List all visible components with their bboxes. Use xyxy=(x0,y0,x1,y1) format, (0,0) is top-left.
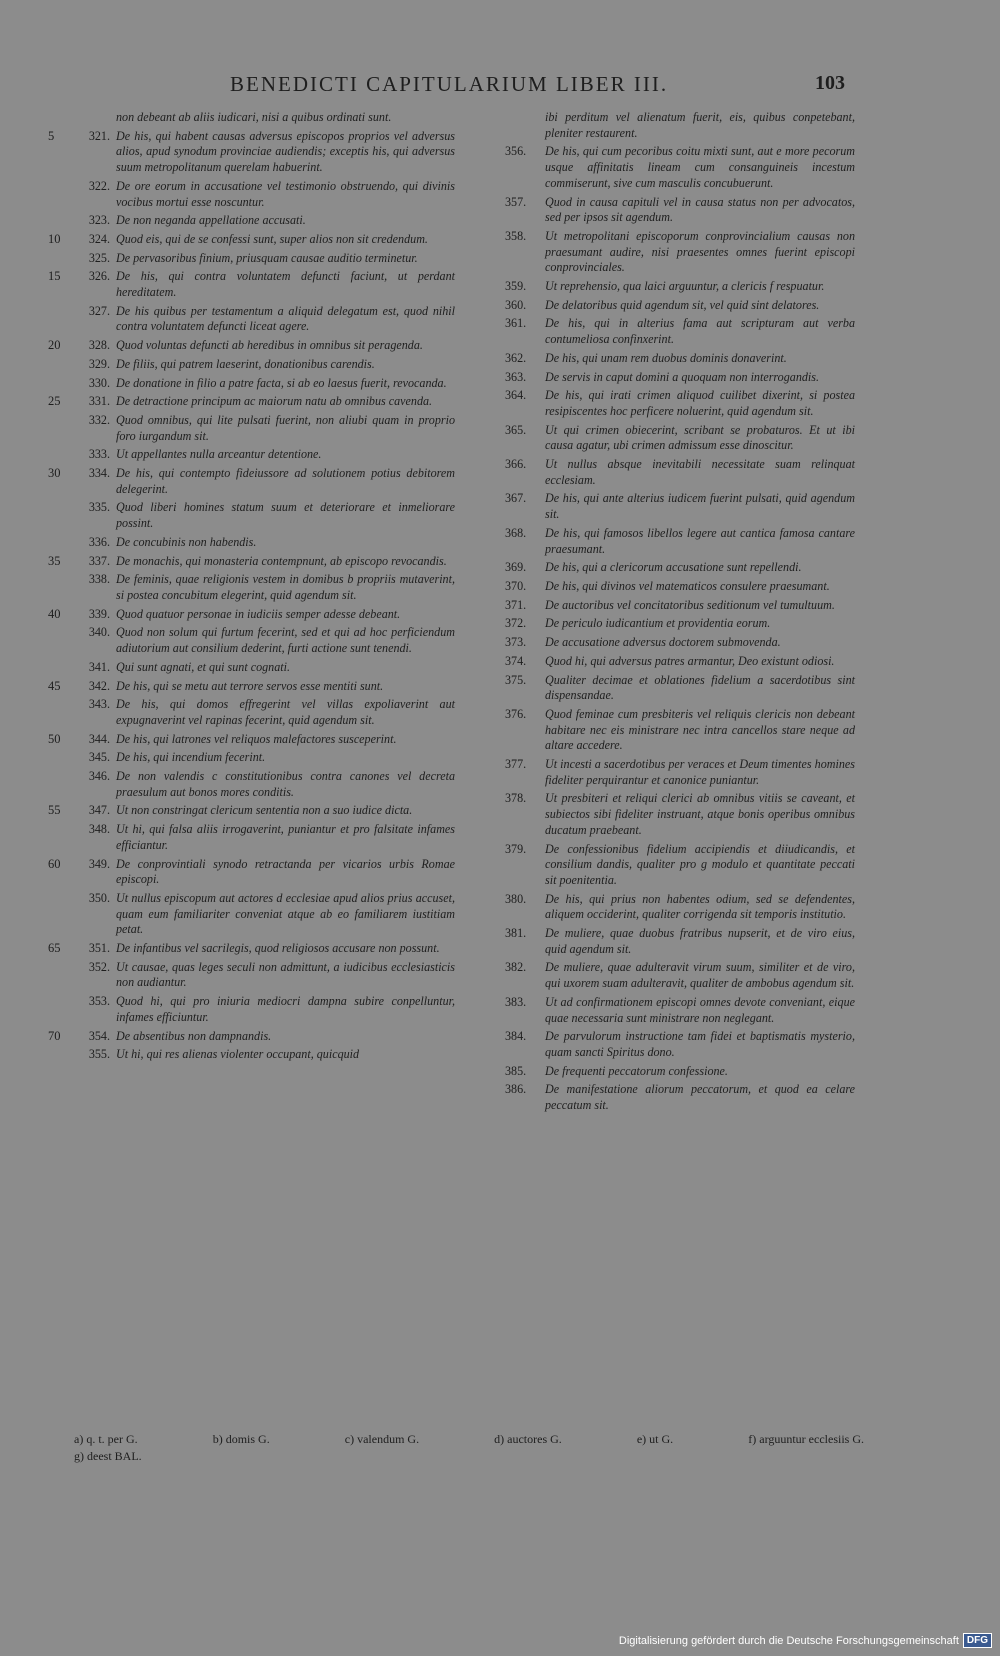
entry xyxy=(50,660,455,676)
entry xyxy=(50,857,455,888)
entry-text: Ut causae, quas leges seculi non admittunt, a iudicibus ecclesiasticis non audiantur. xyxy=(116,959,455,990)
entry-number: 363. xyxy=(505,369,527,384)
entry-number: 334. xyxy=(88,466,110,481)
entry-text: Ut hi, qui falsa aliis irrogaverint, puniantur et pro falsitate infames efficiantur. xyxy=(116,822,455,852)
running-header: BENEDICTI CAPITULARIUM LIBER III. xyxy=(230,72,669,96)
entry xyxy=(505,842,855,889)
entry xyxy=(50,535,455,551)
line-number: 15 xyxy=(48,269,61,284)
footnote: f) arguuntur ecclesiis G. xyxy=(748,1432,864,1446)
entry xyxy=(505,1029,855,1060)
entry-number: 345. xyxy=(88,750,110,765)
entry-text: De concubinis non habendis. xyxy=(116,534,257,549)
entry-text: non debeant ab aliis iudicari, nisi a quibus ordinati sunt. xyxy=(116,110,392,124)
entry-number: 343. xyxy=(88,697,110,712)
entry xyxy=(50,447,455,463)
entry-text: Qui sunt agnati, et qui sunt cognati. xyxy=(116,659,291,674)
entry-text: Qualiter decimae et oblationes fidelium a sacerdotibus sint dispensandae. xyxy=(545,672,855,703)
entry-text: Ut hi, qui res alienas violenter occupant, quicquid xyxy=(116,1047,360,1062)
entry xyxy=(505,144,855,191)
entry xyxy=(505,457,855,488)
entry-text: De filiis, qui patrem laeserint, donationibus carendis. xyxy=(116,356,375,371)
credit-text: Digitalisierung gefördert durch die Deutsche Forschungsgemeinschaft xyxy=(618,1634,959,1647)
entry-number: 328. xyxy=(88,338,110,353)
entry-number: 354. xyxy=(88,1028,110,1043)
entry-text: De his, qui domos effregerint vel villas expoliaverint aut expugnaverint vel rapinas fecerint, quid agendum sit. xyxy=(116,697,455,727)
entry-number: 348. xyxy=(88,822,110,837)
entry-number: 364. xyxy=(505,388,527,403)
entry-text: De his, qui habent causas adversus episcopos proprios vel adversus alios, apud synodum provinciae audiendis; exceptis his, qui adversus suum metropolitanum querelam habuerint. xyxy=(116,128,455,175)
entry-text: Quod quatuor personae in iudiciis semper adesse debeant. xyxy=(116,606,401,621)
entry-number: 378. xyxy=(505,791,527,806)
entry-number: 323. xyxy=(88,213,110,228)
footnote: b) domis G. xyxy=(212,1432,270,1446)
entry xyxy=(50,466,455,497)
entry xyxy=(50,960,455,991)
entry xyxy=(50,750,455,766)
entry-text: Quod eis, qui de se confessi sunt, super alios non sit credendum. xyxy=(116,231,428,246)
entry xyxy=(505,279,855,295)
entry-number: 376. xyxy=(505,706,527,721)
entry-number: 369. xyxy=(505,560,527,575)
entry xyxy=(50,413,455,444)
entry-text: De ore eorum in accusatione vel testimonio obstruendo, qui divinis vocibus mortui esse noscuntur. xyxy=(116,178,455,209)
entry-text: Quod omnibus, qui lite pulsati fuerint, non aliubi quam in proprio foro iurgandum sit. xyxy=(116,412,455,443)
entry-number: 375. xyxy=(505,672,527,687)
entry-number: 358. xyxy=(505,228,527,243)
entry-text: Ut nullus episcopum aut actores d ecclesiae apud alios prius accuset, quam eum familiariter conveniat atque ab eo familiarem iustitiam petat. xyxy=(116,890,455,937)
entry-number: 337. xyxy=(88,553,110,568)
entry xyxy=(50,941,455,957)
entry-number: 352. xyxy=(88,959,110,974)
entry-text: De his, qui cum pecoribus coitu mixti sunt, aut e more pecorum usque affinitatis lineam cum consanguineis incestum commiserunt, sive cum masculis concubuerunt. xyxy=(545,144,855,190)
line-number: 5 xyxy=(48,128,55,143)
entry-text: De donatione in filio a patre facta, si ab eo laesus fuerit, revocanda. xyxy=(116,375,447,390)
entry-text: Quod hi, qui adversus patres armantur, Deo existunt odiosi. xyxy=(545,653,835,668)
entry-number: 325. xyxy=(88,250,110,265)
entry-text: De infantibus vel sacrilegis, quod religiosos accusare non possunt. xyxy=(116,941,440,956)
entry-number: 321. xyxy=(88,128,110,143)
entry-text: Ut ad confirmationem episcopi omnes devote conveniant, eique quae necessaria sunt ministrare non neglegant. xyxy=(545,994,855,1025)
entry-number: 349. xyxy=(88,856,110,871)
entry xyxy=(50,554,455,570)
entry-text: De periculo iudicantium et providentia eorum. xyxy=(545,616,771,631)
entry-text: Ut nullus absque inevitabili necessitate suam relinquat ecclesiam. xyxy=(545,457,855,487)
entry xyxy=(50,679,455,695)
left-column xyxy=(50,110,455,1066)
entry xyxy=(505,757,855,788)
entry xyxy=(50,179,455,210)
entry-text: De his, qui incendium fecerint. xyxy=(116,750,266,765)
entry-text: De muliere, quae adulteravit virum suum, similiter et de viro, qui uxorem suam adulteravit, qualiter de ambobus agendum sit. xyxy=(545,960,855,991)
entry-number: 347. xyxy=(88,803,110,818)
entry-number: 365. xyxy=(505,422,527,437)
entry-text: De auctoribus vel concitatoribus seditionum vel tumultuum. xyxy=(545,597,835,612)
entry xyxy=(505,195,855,226)
entry-text: De monachis, qui monasteria contempnunt, ab episcopo revocandis. xyxy=(116,553,447,568)
line-number: 25 xyxy=(48,394,61,409)
entry xyxy=(505,791,855,838)
entry xyxy=(50,769,455,800)
entry xyxy=(505,579,855,595)
entry-text: Ut metropolitani episcoporum conprovincialium causas non praesumant audire, nisi praesentes omnes fuerint episcopi conprovinciales. xyxy=(545,228,855,275)
entry-number: 373. xyxy=(505,635,527,650)
entry xyxy=(50,625,455,656)
entry-number: 329. xyxy=(88,356,110,371)
entry-text: De his, qui prius non habentes odium, sed se defendentes, aliquem occiderint, qualiter corrigenda sit temporis institutio. xyxy=(545,891,855,922)
entry xyxy=(505,995,855,1026)
line-number: 10 xyxy=(48,231,61,246)
entry xyxy=(505,560,855,576)
entry-number: 326. xyxy=(88,269,110,284)
entry-number: 322. xyxy=(88,178,110,193)
entry-text: De non valendis c constitutionibus contra canones vel decreta praesulum aut bonos mores conditis. xyxy=(116,769,455,799)
line-number: 55 xyxy=(48,803,61,818)
entry xyxy=(50,803,455,819)
entry-text: De frequenti peccatorum confessione. xyxy=(545,1063,728,1078)
entry-number: 379. xyxy=(505,841,527,856)
footnote-row-2: g) deest BAL. xyxy=(74,1449,142,1463)
entry-text: De his, qui latrones vel reliquos malefactores susceperint. xyxy=(116,731,397,746)
entry-number: 384. xyxy=(505,1029,527,1044)
entry-number: 339. xyxy=(88,606,110,621)
footnotes xyxy=(74,1431,864,1465)
entry-text: De his, qui in alterius fama aut scripturam aut verba contumeliosa confinxerint. xyxy=(545,316,855,347)
entry-number: 381. xyxy=(505,926,527,941)
entry xyxy=(50,607,455,623)
entry-number: 385. xyxy=(505,1063,527,1078)
entry xyxy=(505,316,855,347)
entry xyxy=(50,357,455,373)
entry-text: Quod voluntas defuncti ab heredibus in omnibus sit peragenda. xyxy=(116,338,423,353)
entry-number: 344. xyxy=(88,731,110,746)
entry xyxy=(50,1029,455,1045)
line-number: 50 xyxy=(48,731,61,746)
entry xyxy=(50,213,455,229)
entry xyxy=(505,526,855,557)
entry-text: De his, qui a clericorum accusatione sunt repellendi. xyxy=(545,560,802,575)
entry xyxy=(505,370,855,386)
entry xyxy=(50,822,455,853)
entry-number: 330. xyxy=(88,375,110,390)
entry xyxy=(50,232,455,248)
entry-text: De his, qui divinos vel matematicos consulere praesumant. xyxy=(545,578,830,593)
entry-number: 324. xyxy=(88,231,110,246)
footnote-row xyxy=(74,1431,864,1448)
entry xyxy=(505,616,855,632)
entry-number: 342. xyxy=(88,678,110,693)
entry-number: 371. xyxy=(505,597,527,612)
entry xyxy=(50,110,455,126)
entry-number: 360. xyxy=(505,297,527,312)
entry-text: De his, qui se metu aut terrore servos esse mentiti sunt. xyxy=(116,678,384,693)
entry-number: 377. xyxy=(505,757,527,772)
entry xyxy=(50,394,455,410)
entry-number: 370. xyxy=(505,578,527,593)
entry xyxy=(505,673,855,704)
entry-text: Ut incesti a sacerdotibus per veraces et Deum timentes homines fideliter perquirantur et canonice puniantur. xyxy=(545,757,855,787)
entry-number: 359. xyxy=(505,279,527,294)
footnote: a) q. t. per G. xyxy=(74,1432,138,1446)
entry xyxy=(505,388,855,419)
footnote: d) auctores G. xyxy=(494,1432,562,1446)
entry-text: De muliere, quae duobus fratribus nupserit, et de viro eius, quid agendum sit. xyxy=(545,926,855,956)
entry-text: De his, qui contra voluntatem defuncti faciunt, ut perdant hereditatem. xyxy=(116,269,455,300)
entry xyxy=(505,926,855,957)
line-number: 60 xyxy=(48,856,61,871)
entry xyxy=(50,269,455,300)
entry-text: Ut presbiteri et reliqui clerici ab omnibus vitiis se caveant, et subiectos sibi fideliter instruant, atque bonis operibus omnibus ducatum praebeant. xyxy=(545,791,855,837)
entry-text: Quod liberi homines statum suum et deteriorare et inmeliorare possint. xyxy=(116,500,455,531)
entry-number: 386. xyxy=(505,1082,527,1097)
line-number: 30 xyxy=(48,466,61,481)
entry-number: 382. xyxy=(505,960,527,975)
entry-text: De his, qui ante alterius iudicem fuerint pulsati, quid agendum sit. xyxy=(545,491,855,522)
entry-number: 346. xyxy=(88,769,110,784)
entry-text: De absentibus non dampnandis. xyxy=(116,1028,272,1043)
entry xyxy=(505,960,855,991)
entry xyxy=(50,129,455,176)
entry xyxy=(50,338,455,354)
line-number: 20 xyxy=(48,338,61,353)
entry-text: ibi perditum vel alienatum fuerit, eis, quibus conpetebant, pleniter restaurent. xyxy=(545,110,855,140)
line-number: 35 xyxy=(48,553,61,568)
entry-text: Ut qui crimen obiecerint, scribant se probaturos. Et ut ibi causa agatur, ubi crimen admissum esse dinoscitur. xyxy=(545,422,855,453)
entry-number: 362. xyxy=(505,350,527,365)
entry xyxy=(50,1047,455,1063)
line-number: 70 xyxy=(48,1028,61,1043)
entry-number: 372. xyxy=(505,616,527,631)
digitization-credit xyxy=(619,1633,992,1648)
entry xyxy=(505,654,855,670)
entry-text: Ut reprehensio, qua laici arguuntur, a clericis f respuatur. xyxy=(545,279,825,294)
entry-text: De parvulorum instructione tam fidei et baptismatis mysterio, quam sancti Spiritus dono. xyxy=(545,1029,855,1059)
line-number: 45 xyxy=(48,678,61,693)
entry-text: De manifestatione aliorum peccatorum, et quod ea celare peccatum sit. xyxy=(545,1082,855,1113)
entry xyxy=(505,1082,855,1113)
dfg-logo: DFG xyxy=(963,1633,992,1648)
entry-number: 333. xyxy=(88,447,110,462)
entry-text: De accusatione adversus doctorem submovenda. xyxy=(545,635,781,650)
entry-number xyxy=(505,110,545,141)
entry xyxy=(50,304,455,335)
entry-number: 351. xyxy=(88,941,110,956)
entry-number: 332. xyxy=(88,412,110,427)
entry-number: 331. xyxy=(88,394,110,409)
entry-text: Quod non solum qui furtum fecerint, sed et qui ad hoc perficiendum adiutorium aut consilium dederint, furti actione sunt tenendi. xyxy=(116,625,455,656)
footnote: e) ut G. xyxy=(636,1432,674,1446)
line-number: 40 xyxy=(48,606,61,621)
footnote: c) valendum G. xyxy=(344,1432,420,1446)
entry xyxy=(50,251,455,267)
entry-text: De delatoribus quid agendum sit, vel quid sint delatores. xyxy=(545,297,820,312)
entry xyxy=(505,110,855,141)
entry-text: De feminis, quae religionis vestem in domibus b propriis mutaverint, si postea concubitum elegerint, quid agendum sit. xyxy=(116,572,455,602)
entry-number: 353. xyxy=(88,994,110,1009)
entry-text: Quod hi, qui pro iniuria mediocri dampna subire conpelluntur, infames efficiuntur. xyxy=(116,994,455,1024)
entry-number: 383. xyxy=(505,994,527,1009)
entry-text: Quod feminae cum presbiteris vel reliquis clericis non debeant habitare nec eis ministrare nec intra cancellos stare neque ad altare accedere. xyxy=(545,706,855,753)
entry-text: De his quibus per testamentum a aliquid delegatum est, quod nihil contra voluntatem defuncti liceat agere. xyxy=(116,303,455,334)
entry-text: Ut non constringat clericum sententia non a suo iudice dicta. xyxy=(116,803,413,818)
entry xyxy=(505,229,855,276)
entry xyxy=(505,298,855,314)
entry-number: 368. xyxy=(505,525,527,540)
entry-number xyxy=(50,110,116,126)
entry-text: De his, qui contempto fideiussore ad solutionem potius debitorem delegerint. xyxy=(116,466,455,496)
entry xyxy=(50,732,455,748)
entry xyxy=(50,376,455,392)
entry-number: 356. xyxy=(505,144,527,159)
entry xyxy=(505,635,855,651)
entry xyxy=(505,491,855,522)
entry-number: 367. xyxy=(505,491,527,506)
entry xyxy=(505,892,855,923)
entry-number: 380. xyxy=(505,891,527,906)
entry-text: De his, qui unam rem duobus dominis donaverint. xyxy=(545,350,787,365)
entry xyxy=(505,423,855,454)
entry-number: 361. xyxy=(505,316,527,331)
entry-number: 341. xyxy=(88,659,110,674)
entry xyxy=(505,351,855,367)
entry-text: De non neganda appellatione accusati. xyxy=(116,213,306,228)
entry-text: De detractione principum ac maiorum natu ab omnibus cavenda. xyxy=(116,394,433,409)
entry xyxy=(50,697,455,728)
entry-number: 357. xyxy=(505,194,527,209)
entry-text: De pervasoribus finium, priusquam causae auditio terminetur. xyxy=(116,250,418,265)
entry xyxy=(50,500,455,531)
entry-number: 350. xyxy=(88,890,110,905)
entry xyxy=(505,707,855,754)
entry-text: Quod in causa capituli vel in causa status non per advocatos, sed per ipsos sit agendum. xyxy=(545,194,855,225)
entry-text: Ut appellantes nulla arceantur detentione. xyxy=(116,447,322,462)
entry-number: 366. xyxy=(505,457,527,472)
right-column xyxy=(505,110,855,1117)
entry-number: 355. xyxy=(88,1047,110,1062)
entry xyxy=(50,891,455,938)
entry-number: 340. xyxy=(88,625,110,640)
entry-text: De conprovintiali synodo retractanda per vicarios urbis Romae episcopi. xyxy=(116,856,455,887)
entry-number: 374. xyxy=(505,653,527,668)
entry-text: De servis in caput domini a quoquam non interrogandis. xyxy=(545,369,819,384)
entry-text: De his, qui irati crimen aliquod cuilibet dixerint, si postea resipiscentes hoc perficere noluerint, quid agendum sit. xyxy=(545,388,855,418)
line-number: 65 xyxy=(48,941,61,956)
entry xyxy=(50,572,455,603)
entry-number: 338. xyxy=(88,572,110,587)
entry-text: De confessionibus fidelium accipiendis et diiudicandis, et consilium dandis, qualiter pro g modulo et quantitate peccati sit poenitentia. xyxy=(545,841,855,887)
entry xyxy=(505,598,855,614)
entry-text: De his, qui famosos libellos legere aut cantica famosa cantare praesumant. xyxy=(545,525,855,556)
entry xyxy=(50,994,455,1025)
entry-number: 327. xyxy=(88,303,110,318)
entry-number: 335. xyxy=(88,500,110,515)
entry-number: 336. xyxy=(88,534,110,549)
page-number: 103 xyxy=(815,72,845,94)
entry xyxy=(505,1064,855,1080)
